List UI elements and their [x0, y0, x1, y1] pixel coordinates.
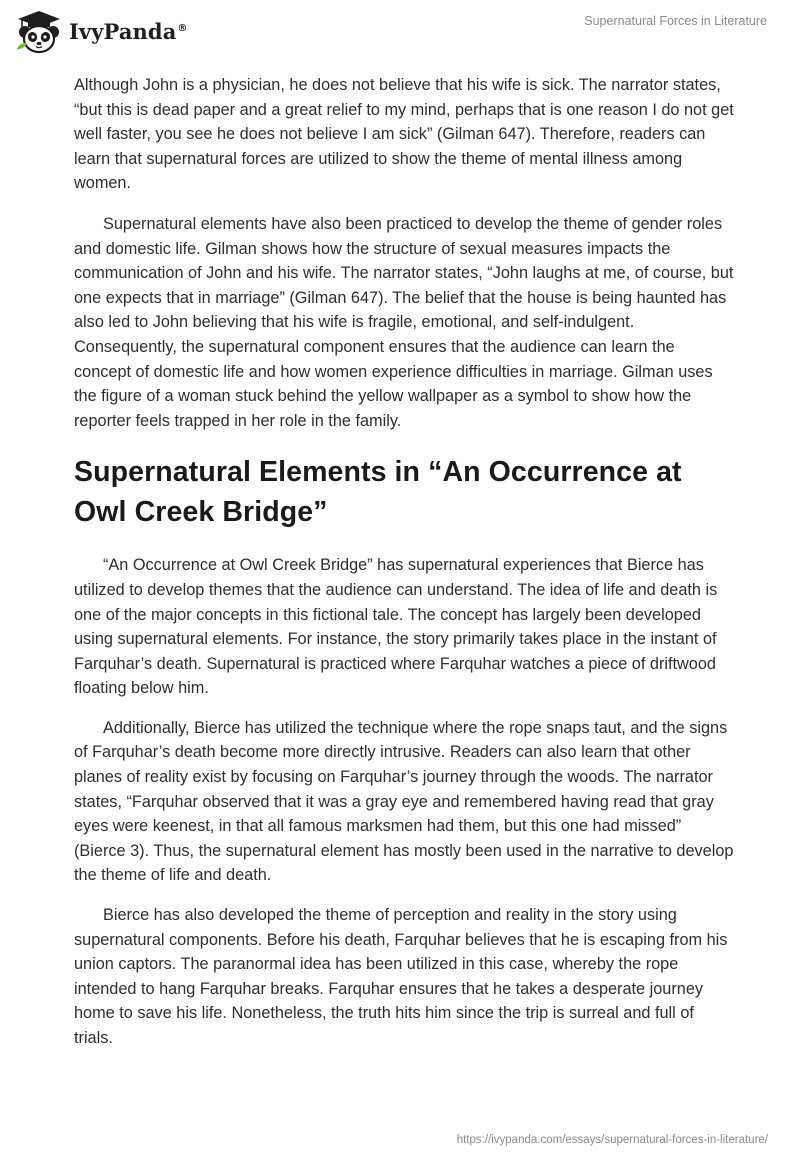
section-heading: Supernatural Elements in “An Occurrence at Owl Creek Bridge” [74, 456, 682, 529]
document-title-link[interactable]: Supernatural Forces in Literature [584, 14, 767, 28]
article-body [74, 73, 734, 1051]
registered-mark: ® [177, 22, 188, 34]
paragraph: Supernatural elements have also been practiced to develop the theme of gender roles and domestic life. Gilman shows how the structure of sexual measures impacts the communication of John and his wife. The narrator states, “John laughs at me, of course, but one expects that in marriage” (Gilman 647). The belief that the house is being haunted has also led to John believing that his wife is fragile, emotional, and self-indulgent. Consequently, the supernatural component ensures that the audience can learn the concept of domestic life and how women experience difficulties in marriage. Gilman uses the figure of a woman stuck behind the yellow wallpaper as a symbol to show how the reporter feels trapped in her role in the family. [74, 214, 734, 430]
paragraph: Bierce has also developed the theme of perception and reality in the story using supernatural components. Before his death, Farquhar believes that he is escaping from his union captors. The paranormal idea has been utilized in this case, whereby the rope intended to hang Farquhar breaks. Farquhar ensures that he takes a desperate journey home to save his life. Nonetheless, the truth hits him since the trip is surreal and full of trials. [74, 906, 728, 1047]
paragraph: Additionally, Bierce has utilized the technique where the rope snaps taut, and the signs of Farquhar’s death become more directly intrusive. Readers can also learn that other planes of reality exist by focusing on Farquhar’s journey through the woods. The narrator states, “Farquhar observed that it was a gray eye and remembered having read that gray eyes were keenest, in that all famous marksmen had them, but this one had missed” (Bierce 3). Thus, the supernatural element has mostly been used in the narrative to develop the theme of life and death. [74, 718, 734, 885]
ivypanda-logo[interactable] [14, 9, 188, 55]
panda-graduate-icon [14, 9, 64, 55]
paragraph: “An Occurrence at Owl Creek Bridge” has supernatural experiences that Bierce has utilized to develop themes that the audience can understand. The idea of life and death is one of the major concepts in this fictional tale. The concept has largely been developed using supernatural elements. For instance, the story primarily takes place in the instant of Farquhar’s death. Supernatural is practiced where Farquhar watches a piece of driftwood floating below him. [74, 556, 718, 698]
brand-name: IvyPanda® [69, 18, 188, 44]
page-header [0, 0, 800, 60]
source-url-link[interactable]: https://ivypanda.com/essays/supernatural-forces-in-literature/ [456, 1134, 768, 1146]
paragraph: Although John is a physician, he does not believe that his wife is sick. The narrator states, “but this is dead paper and a great relief to my mind, perhaps that is one reason I do not get well faster, you see he does not believe I am sick” (Gilman 647). Therefore, readers can learn that supernatural forces are utilized to show the theme of mental illness among women. [74, 76, 734, 193]
